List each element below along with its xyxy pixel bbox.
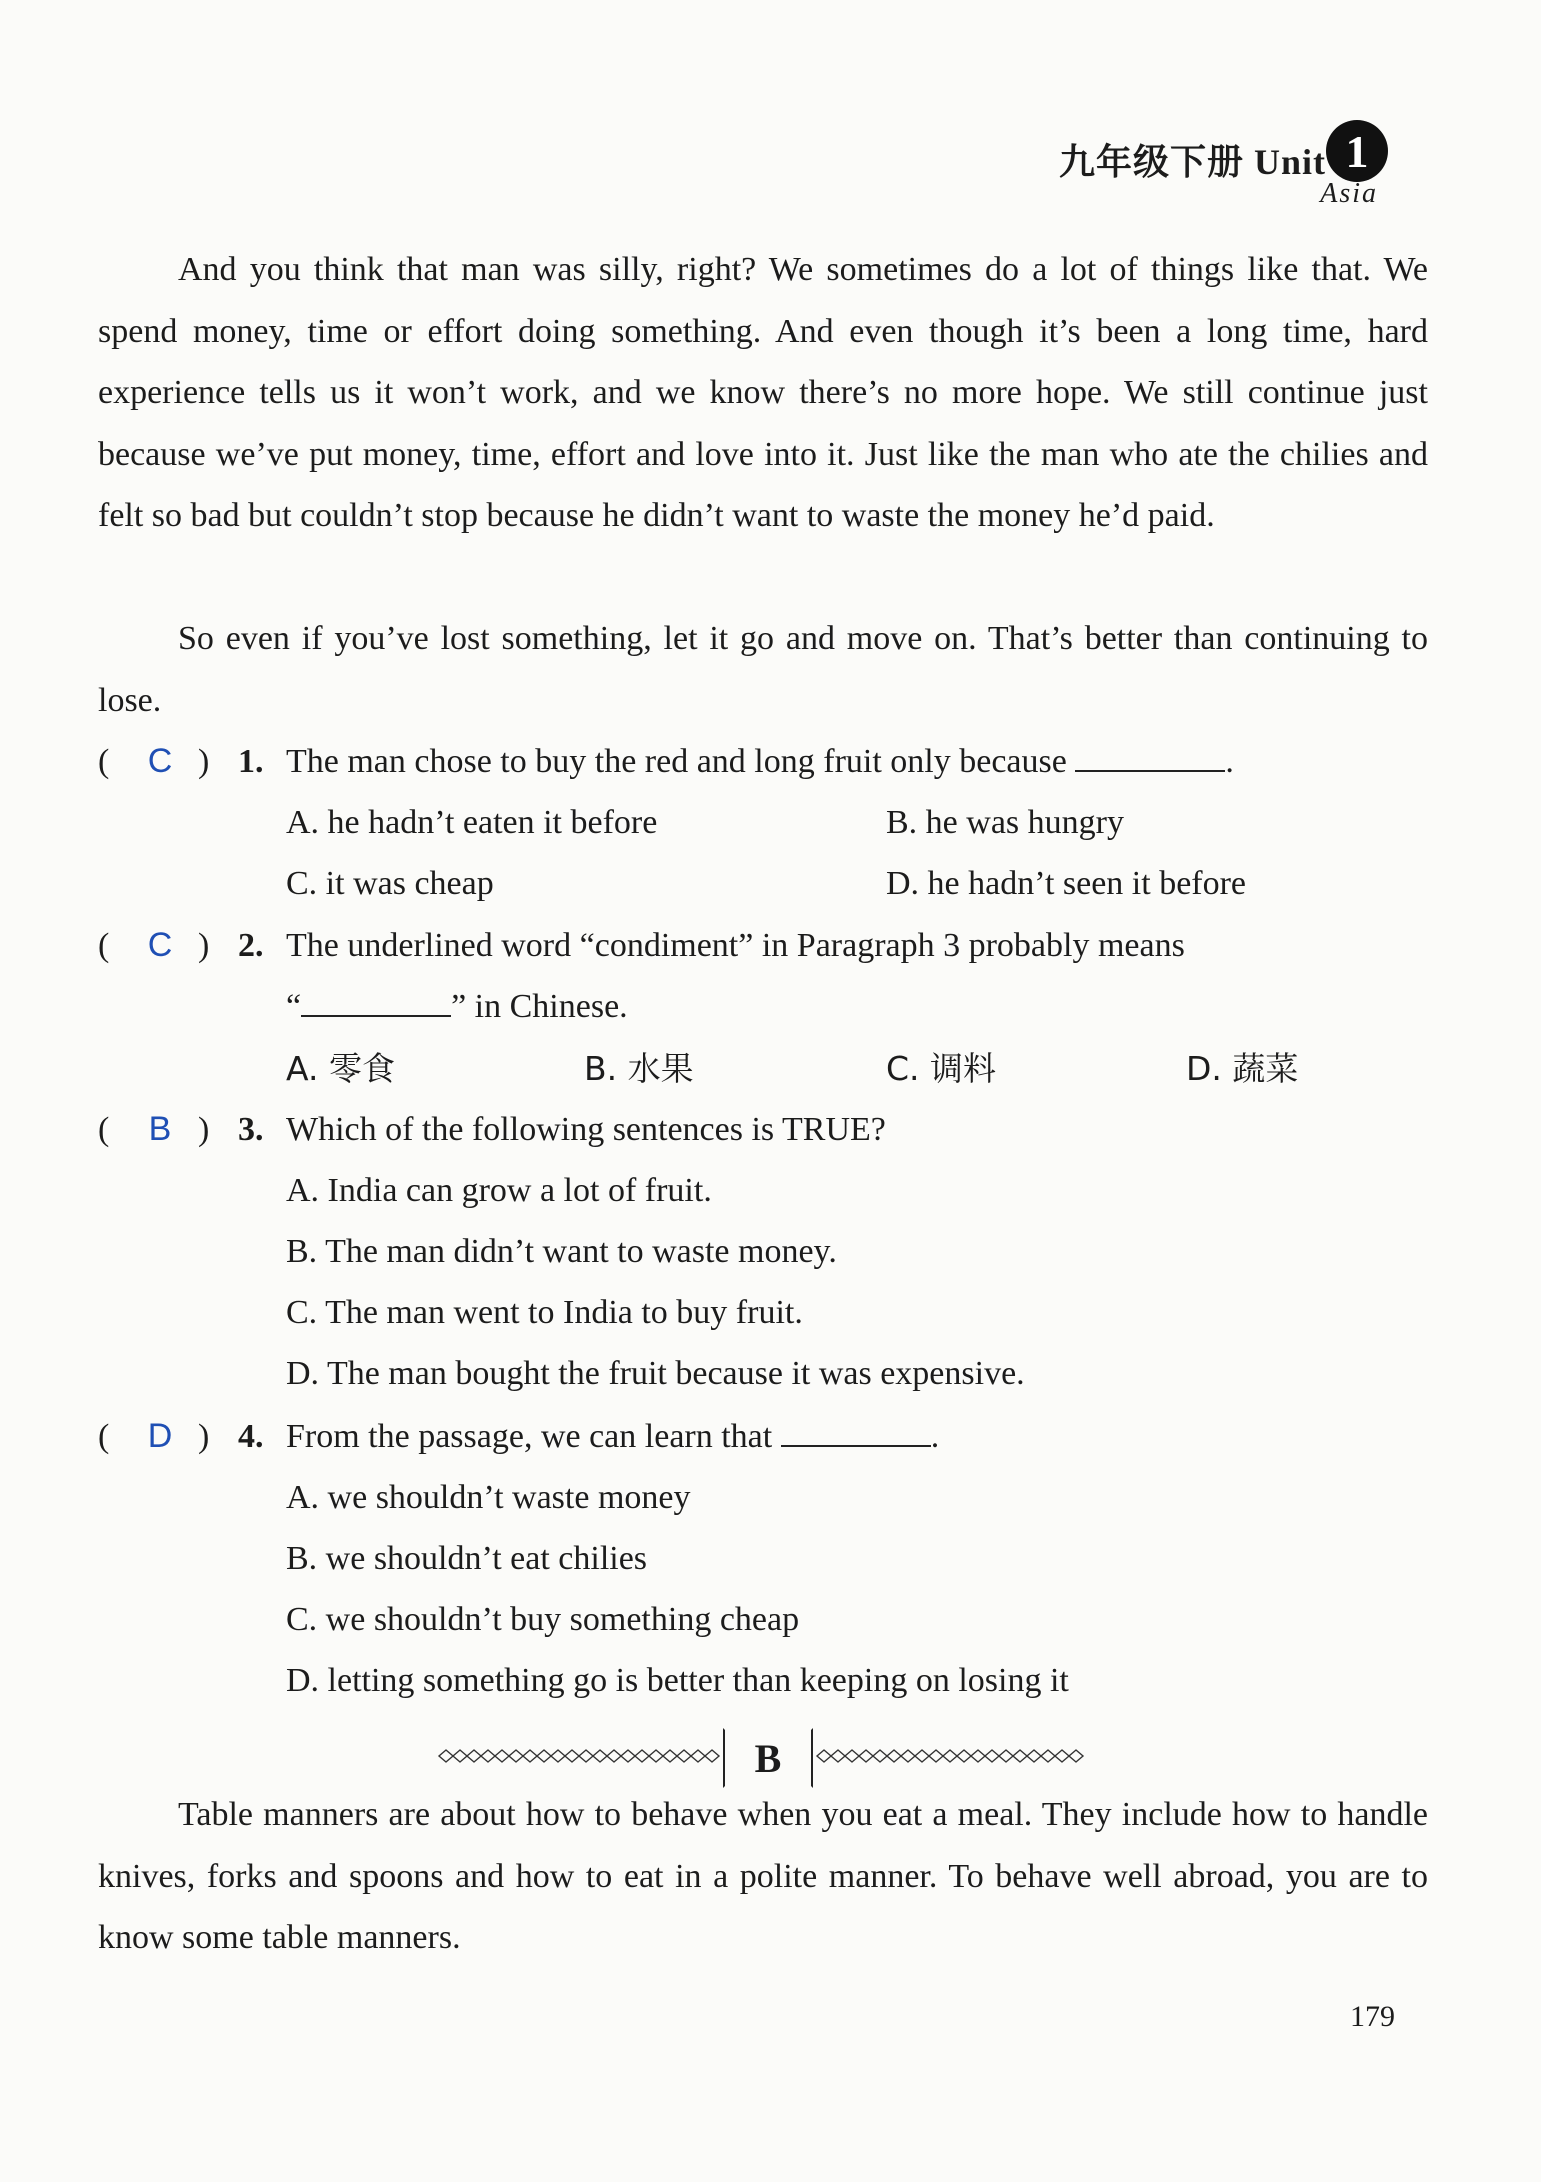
- diamond-shape: [495, 1750, 509, 1762]
- diamond-shape: [481, 1750, 495, 1762]
- diamond-shape: [831, 1750, 845, 1762]
- diamond-shape: [649, 1750, 663, 1762]
- diamond-shape: [873, 1750, 887, 1762]
- answer-paren-close: ): [198, 1111, 210, 1148]
- diamond-shape: [635, 1750, 649, 1762]
- option-b: B. 水果: [584, 1049, 694, 1088]
- option-d: D. letting something go is better than keeping on losing it: [286, 1662, 1069, 1699]
- diamond-shape: [901, 1750, 915, 1762]
- answer-paren-open: (: [98, 1111, 110, 1148]
- answer-blank: [781, 1415, 931, 1447]
- open-quote: “: [286, 988, 302, 1025]
- diamond-shape: [915, 1750, 929, 1762]
- diamond-shape: [663, 1750, 677, 1762]
- question-number: 2.: [238, 927, 264, 964]
- question-stem-text: The man chose to buy the red and long fruit only because: [286, 743, 1067, 780]
- question-stem: The underlined word “condiment” in Paragraph 3 probably means: [286, 927, 1185, 964]
- section-b-paragraph: [98, 1784, 1428, 1969]
- diamond-shape: [509, 1750, 523, 1762]
- option-d: D. 蔬菜: [1186, 1049, 1299, 1088]
- diamond-shape: [565, 1750, 579, 1762]
- answer-paren-open: (: [98, 927, 110, 964]
- diamond-shape: [1027, 1750, 1041, 1762]
- answer-3[interactable]: B: [148, 1110, 172, 1148]
- option-c: C. we shouldn’t buy something cheap: [286, 1601, 800, 1638]
- diamond-shape: [929, 1750, 943, 1762]
- answer-1[interactable]: C: [147, 742, 173, 780]
- question-4: [98, 1406, 1428, 1467]
- question-2: [98, 915, 1428, 976]
- option-d: D. The man bought the fruit because it was expensive.: [286, 1355, 1025, 1392]
- diamond-shape: [467, 1750, 481, 1762]
- passage-paragraph-2-text: So even if you’ve lost something, let it go and move on. That’s better than continuing to lose.: [98, 620, 1428, 719]
- option-b: B. The man didn’t want to waste money.: [286, 1233, 837, 1270]
- diamond-shape: [621, 1750, 635, 1762]
- question-number: 4.: [238, 1418, 264, 1455]
- question-stem-end: .: [930, 1418, 940, 1455]
- diamond-shape: [957, 1750, 971, 1762]
- diamond-shape: [985, 1750, 999, 1762]
- question-number: 3.: [238, 1111, 264, 1148]
- section-divider: [436, 1728, 1096, 1788]
- diamond-shape: [999, 1750, 1013, 1762]
- close-quote-text: ” in Chinese.: [451, 988, 628, 1025]
- passage-paragraph-1: [98, 239, 1428, 547]
- diamond-shape: [607, 1750, 621, 1762]
- passage-paragraph-2: [98, 608, 1428, 731]
- option-b: B. he was hungry: [886, 804, 1124, 841]
- diamond-shape: [845, 1750, 859, 1762]
- diamond-shape: [1013, 1750, 1027, 1762]
- unit-subtitle: Asia: [1320, 178, 1378, 209]
- diamond-shape: [817, 1750, 831, 1762]
- diamond-shape: [971, 1750, 985, 1762]
- diamond-shape: [453, 1750, 467, 1762]
- book-title: 九年级下册 Unit: [1058, 142, 1326, 182]
- unit-number-badge: 1: [1326, 120, 1388, 182]
- diamond-shape: [439, 1750, 453, 1762]
- answer-2[interactable]: C: [147, 926, 173, 964]
- option-c: C. it was cheap: [286, 865, 494, 902]
- section-b-paragraph-text: Table manners are about how to behave when you eat a meal. They include how to handle knives, forks and spoons and how to eat in a polite manner. To behave well abroad, you are to know some table manners.: [98, 1796, 1428, 1956]
- question-1: [98, 731, 1428, 792]
- diamond-shape: [1041, 1750, 1055, 1762]
- option-a: A. India can grow a lot of fruit.: [286, 1172, 712, 1209]
- diamond-shape: [1069, 1750, 1083, 1762]
- option-d: D. he hadn’t seen it before: [886, 865, 1247, 902]
- diamond-shape: [579, 1750, 593, 1762]
- diamond-shape: [537, 1750, 551, 1762]
- diamond-shape: [691, 1750, 705, 1762]
- diamond-shape: [943, 1750, 957, 1762]
- answer-paren-close: ): [198, 927, 210, 964]
- answer-blank: [301, 985, 451, 1017]
- diamond-shape: [887, 1750, 901, 1762]
- question-stem: [286, 1406, 939, 1467]
- question-stem-line2: [286, 976, 628, 1037]
- answer-paren-open: (: [98, 743, 110, 780]
- page-number: 179: [1350, 2000, 1395, 2033]
- diamond-shape: [523, 1750, 537, 1762]
- diamond-shape: [551, 1750, 565, 1762]
- answer-paren-open: (: [98, 1418, 110, 1455]
- question-stem: [286, 731, 1234, 792]
- option-c: C. The man went to India to buy fruit.: [286, 1294, 803, 1331]
- section-label: B: [723, 1728, 813, 1788]
- answer-blank: [1075, 740, 1225, 772]
- question-stem-text: From the passage, we can learn that: [286, 1418, 773, 1455]
- question-3: [98, 1099, 1428, 1160]
- diamond-shape: [859, 1750, 873, 1762]
- diamond-shape: [705, 1750, 719, 1762]
- page-header: [1060, 120, 1400, 210]
- option-a: A. he hadn’t eaten it before: [286, 804, 658, 841]
- diamond-shape: [1055, 1750, 1069, 1762]
- option-b: B. we shouldn’t eat chilies: [286, 1540, 648, 1577]
- option-a: A. 零食: [286, 1049, 395, 1088]
- question-stem: Which of the following sentences is TRUE?: [286, 1111, 886, 1148]
- question-number: 1.: [238, 743, 264, 780]
- answer-paren-close: ): [198, 743, 210, 780]
- option-a: A. we shouldn’t waste money: [286, 1479, 691, 1516]
- diamond-row-left: [439, 1750, 719, 1762]
- diamond-shape: [677, 1750, 691, 1762]
- option-c: C. 调料: [886, 1049, 997, 1088]
- passage-paragraph-1-text: And you think that man was silly, right? We sometimes do a lot of things like that. We spend money, time or effort doing something. And even though it’s been a long time, hard experience tells us it won’t work, and we know there’s no more hope. We still continue just because we’ve put money, time, effort and love into it. Just like the man who ate the chilies and felt so bad but couldn’t stop because he didn’t want to waste the money he’d paid.: [98, 251, 1428, 534]
- answer-paren-close: ): [198, 1418, 210, 1455]
- question-stem-end: .: [1225, 743, 1234, 780]
- answer-4[interactable]: D: [147, 1417, 173, 1455]
- diamond-row-right: [817, 1750, 1083, 1762]
- diamond-shape: [593, 1750, 607, 1762]
